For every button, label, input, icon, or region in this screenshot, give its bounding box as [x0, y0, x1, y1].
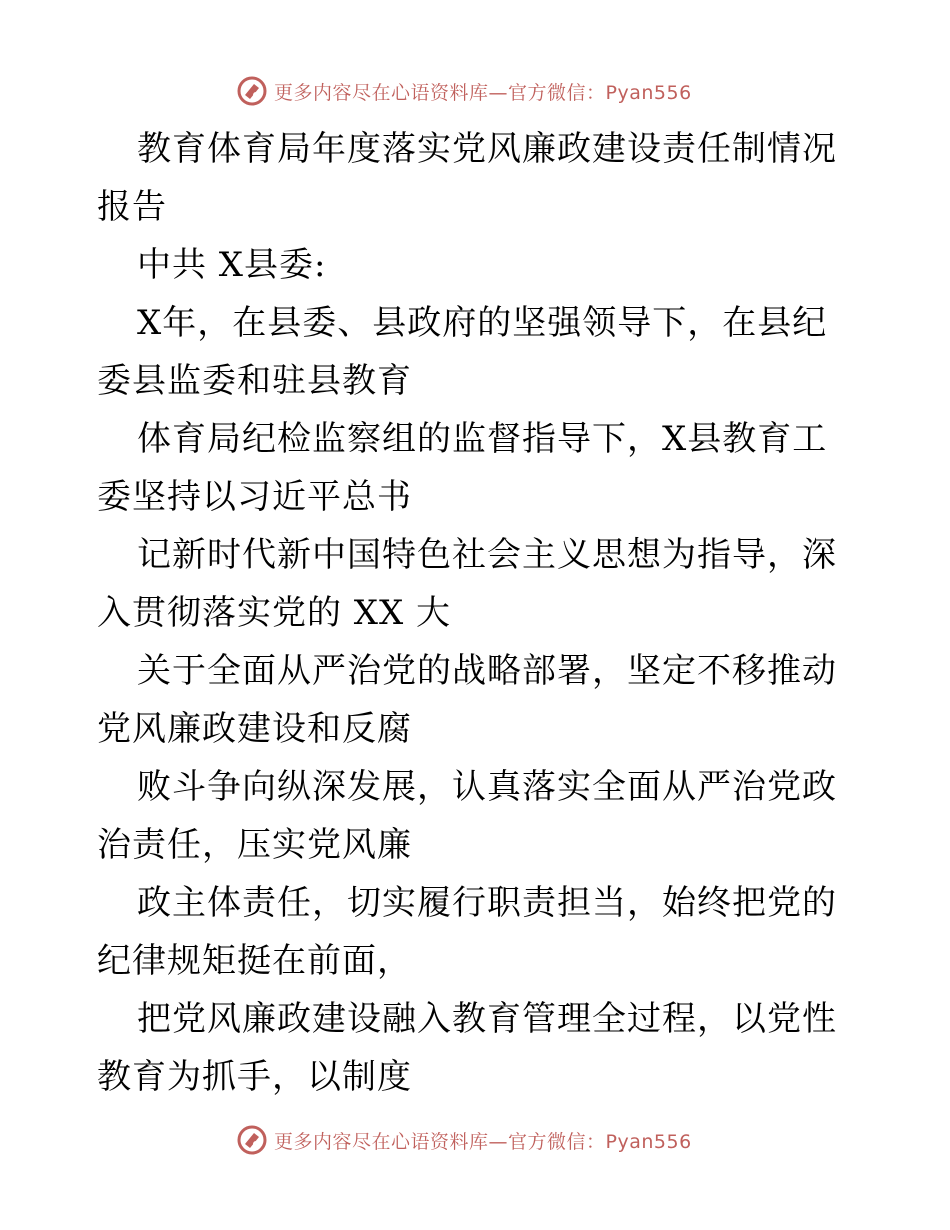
document-body	[97, 120, 857, 1106]
red-circle-logo-icon	[236, 1124, 268, 1156]
document-title: 教育体育局年度落实党风廉政建设责任制情况报告	[97, 129, 837, 227]
salutation: 中共 X县委:	[137, 245, 327, 285]
red-circle-logo-icon	[236, 75, 268, 107]
body-paragraph: X年，在县委、县政府的坚强领导下，在县纪委县监委和驻县教育	[97, 303, 828, 401]
body-paragraph: 关于全面从严治党的战略部署，坚定不移推动党风廉政建设和反腐	[97, 651, 837, 749]
header-banner	[236, 74, 692, 108]
body-paragraph: 记新时代新中国特色社会主义思想为指导，深入贯彻落实党的 XX 大	[97, 535, 837, 633]
footer-banner	[236, 1123, 692, 1157]
body-paragraph: 把党风廉政建设融入教育管理全过程，以党性教育为抓手，以制度	[97, 999, 837, 1097]
body-paragraph: 体育局纪检监察组的监督指导下，X县教育工委坚持以习近平总书	[97, 419, 828, 517]
body-paragraph: 败斗争向纵深发展，认真落实全面从严治党政治责任，压实党风廉	[97, 767, 837, 865]
footer-banner-text: 更多内容尽在心语资料库—官方微信：Pyan556	[274, 1130, 692, 1153]
header-banner-text: 更多内容尽在心语资料库—官方微信：Pyan556	[274, 81, 692, 104]
body-paragraph: 政主体责任，切实履行职责担当，始终把党的纪律规矩挺在前面，	[97, 883, 837, 981]
